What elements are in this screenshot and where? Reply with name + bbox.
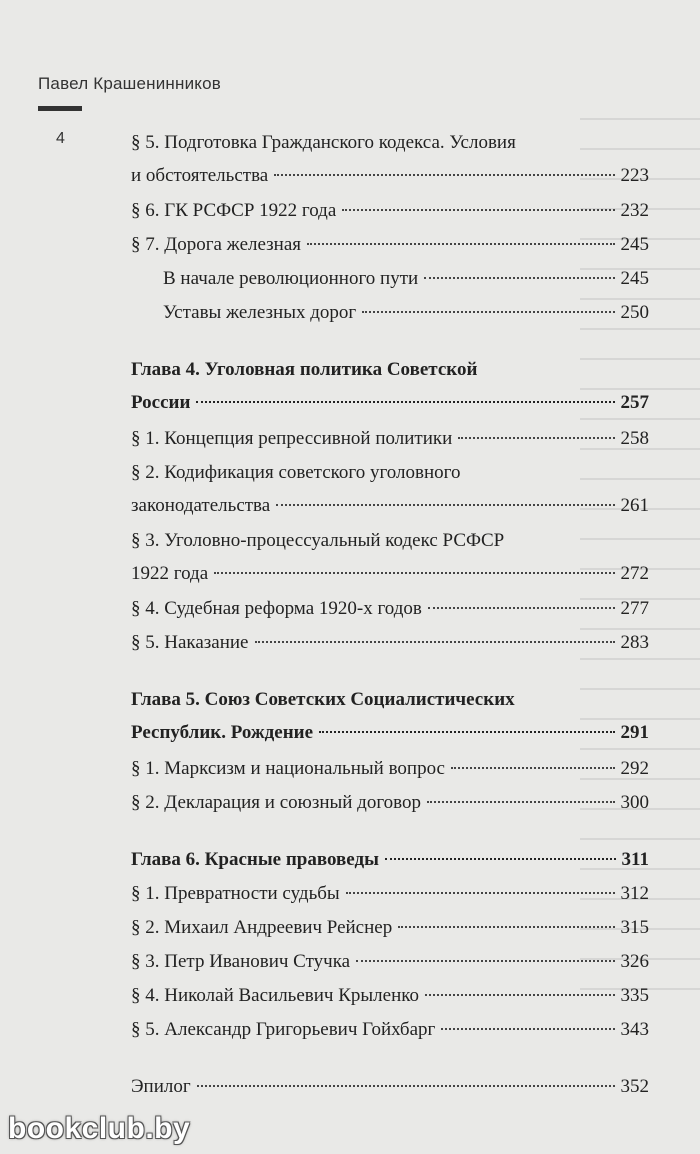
toc-page-number: 292	[620, 758, 649, 779]
dot-leader	[255, 641, 615, 643]
toc-entry-title-line: Глава 4. Уголовная политика Советской	[131, 359, 478, 380]
toc-page-number: 312	[620, 883, 649, 904]
toc-page-number: 326	[620, 951, 649, 972]
toc-entry-row	[131, 557, 649, 590]
dot-leader	[356, 960, 614, 962]
toc-entry-title: России	[131, 392, 191, 413]
dot-leader	[441, 1028, 614, 1030]
dot-leader	[458, 437, 614, 439]
toc-entry-row	[131, 945, 649, 978]
toc-page-number: 315	[620, 917, 649, 938]
toc-entry-title: В начале революционного пути	[163, 268, 419, 289]
toc-entry	[131, 524, 649, 590]
toc-entry-title: § 4. Николай Васильевич Крыленко	[131, 985, 420, 1006]
dot-leader	[197, 1085, 615, 1087]
toc-page-number: 272	[620, 563, 649, 584]
toc-page-number: 232	[620, 200, 649, 221]
toc-entry-row	[131, 752, 649, 785]
dot-leader	[427, 801, 614, 803]
dot-leader	[451, 767, 615, 769]
toc-entry-row	[131, 386, 649, 419]
toc-page-number: 300	[620, 792, 649, 813]
toc-entry	[131, 1013, 649, 1046]
toc-entry	[131, 752, 649, 785]
toc-page-number: 261	[620, 495, 649, 516]
toc-entry-title: Республик. Рождение	[131, 722, 314, 743]
toc-entry-row	[131, 843, 649, 876]
toc-entry-title-line: § 3. Уголовно-процессуальный кодекс РСФСР	[131, 530, 505, 551]
toc-entry-title: § 1. Концепция репрессивной политики	[131, 428, 453, 449]
toc-entry-title: и обстоятельства	[131, 165, 269, 186]
toc-entry	[163, 296, 649, 329]
toc-chapter	[131, 683, 649, 749]
toc-entry	[131, 979, 649, 1012]
toc-entry-row	[131, 626, 649, 659]
toc-entry-row	[131, 228, 649, 261]
toc-page-number: 250	[620, 302, 649, 323]
toc-chapter	[131, 843, 649, 876]
toc-page-number: 245	[620, 234, 649, 255]
dot-leader	[307, 243, 615, 245]
dot-leader	[398, 926, 614, 928]
dot-leader	[274, 174, 614, 176]
dot-leader	[385, 858, 616, 860]
dot-leader	[319, 731, 614, 733]
toc-entry-title: § 2. Михаил Андреевич Рейснер	[131, 917, 393, 938]
toc-entry-row	[131, 592, 649, 625]
toc-entry-title: Эпилог	[131, 1076, 191, 1097]
toc-entry-row	[131, 1013, 649, 1046]
toc-entry-title-line: § 5. Подготовка Гражданского кодекса. Условия	[131, 132, 516, 153]
toc-page-number: 245	[620, 268, 649, 289]
toc-entry-row	[131, 877, 649, 910]
toc-entry	[131, 592, 649, 625]
toc-entry	[131, 194, 649, 227]
toc-entry-row	[163, 296, 649, 329]
toc-entry	[131, 786, 649, 819]
toc-entry-row	[131, 716, 649, 749]
toc-entry-title: § 6. ГК РСФСР 1922 года	[131, 200, 337, 221]
toc-entry-row	[131, 159, 649, 192]
toc-entry-title: § 2. Декларация и союзный договор	[131, 792, 422, 813]
toc-entry-row	[131, 911, 649, 944]
dot-leader	[196, 401, 614, 403]
dot-leader	[346, 892, 615, 894]
toc-entry-title: Глава 6. Красные правоведы	[131, 849, 379, 870]
dot-leader	[428, 607, 615, 609]
toc-entry-title: § 4. Судебная реформа 1920-х годов	[131, 598, 422, 619]
toc-entry	[131, 456, 649, 522]
running-head-author: Павел Крашенинников	[38, 74, 222, 93]
toc-page-number: 223	[620, 165, 649, 186]
dot-leader	[424, 277, 614, 279]
toc-entry	[131, 422, 649, 455]
toc-page-number: 311	[621, 849, 649, 870]
toc-entry-row	[163, 262, 649, 295]
toc-entry-row	[131, 489, 649, 522]
toc-entry-title: § 3. Петр Иванович Стучка	[131, 951, 351, 972]
toc-page-number: 257	[620, 392, 649, 413]
toc-entry-title: § 7. Дорога железная	[131, 234, 301, 255]
running-head-rule	[38, 106, 82, 111]
dot-leader	[276, 504, 614, 506]
toc-entry-row	[131, 194, 649, 227]
toc-page-number: 352	[620, 1076, 649, 1097]
toc-entry	[131, 626, 649, 659]
toc-entry-title-line: Глава 5. Союз Советских Социалистических	[131, 689, 515, 710]
toc-page-number: 258	[620, 428, 649, 449]
toc-entry-title: § 5. Наказание	[131, 632, 249, 653]
toc-entry	[131, 877, 649, 910]
toc-entry-title: законодательства	[131, 495, 271, 516]
toc-entry-title: 1922 года	[131, 563, 209, 584]
toc-entry-title: § 5. Александр Григорьевич Гойхбарг	[131, 1019, 436, 1040]
dot-leader	[362, 311, 614, 313]
dot-leader	[342, 209, 614, 211]
toc-entry-title: § 1. Превратности судьбы	[131, 883, 340, 904]
toc-entry-title-line: § 2. Кодификация советского уголовного	[131, 462, 461, 483]
toc-page-number: 283	[620, 632, 649, 653]
toc-entry	[131, 911, 649, 944]
toc-entry-row	[131, 1070, 649, 1103]
toc-chapter	[131, 353, 649, 419]
toc-page-number: 343	[620, 1019, 649, 1040]
toc-entry-title: Уставы железных дорог	[163, 302, 357, 323]
toc-entry	[131, 228, 649, 261]
toc-entry	[163, 262, 649, 295]
toc-entry	[131, 126, 649, 192]
toc-entry	[131, 945, 649, 978]
toc-entry	[131, 1070, 649, 1103]
toc-entry-row	[131, 786, 649, 819]
toc-page-number: 277	[620, 598, 649, 619]
page-number: 4	[56, 130, 65, 147]
dot-leader	[425, 994, 614, 996]
toc-entry-row	[131, 422, 649, 455]
dot-leader	[214, 572, 614, 574]
watermark: bookclub.by	[8, 1112, 191, 1145]
toc-page-number: 335	[620, 985, 649, 1006]
toc-entry-row	[131, 979, 649, 1012]
toc-page-number: 291	[620, 722, 649, 743]
toc-entry-title: § 1. Марксизм и национальный вопрос	[131, 758, 445, 779]
